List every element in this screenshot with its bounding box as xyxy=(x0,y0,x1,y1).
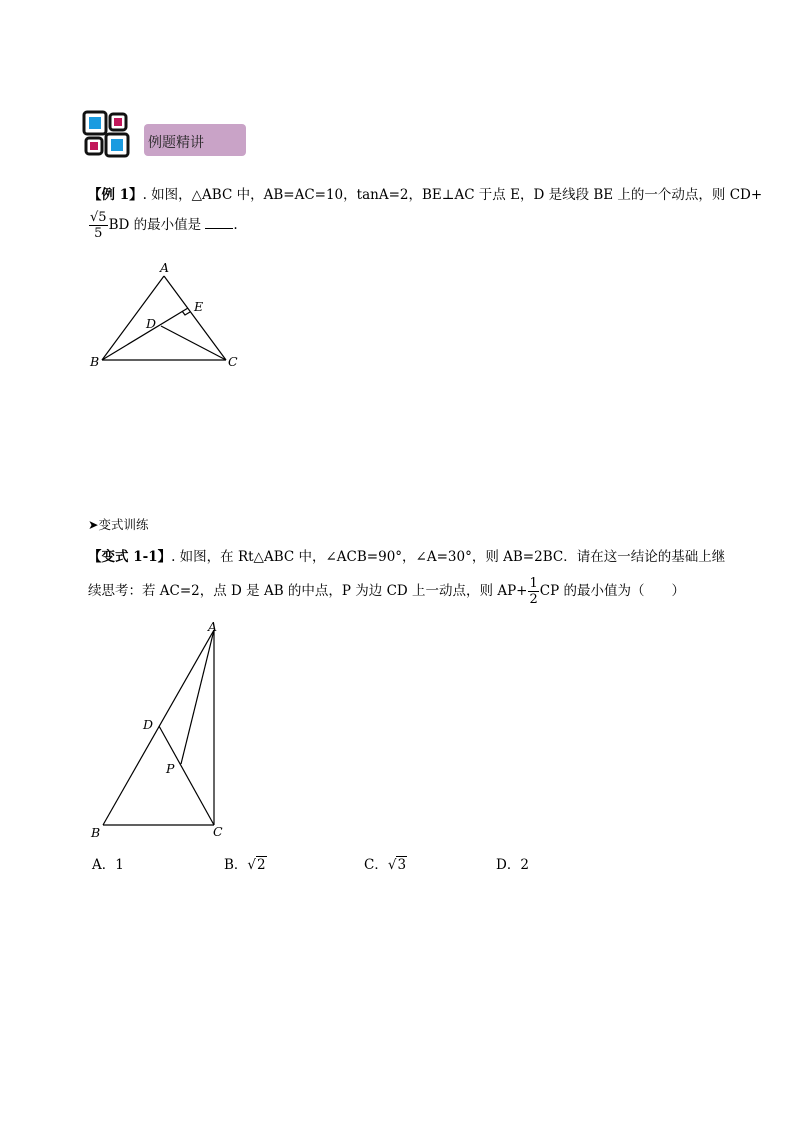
variant1-question-cont: 续思考：若 AC=2，点 D 是 AB 的中点，P 为边 CD 上一动点，则 AP+ xyxy=(88,583,528,599)
fraction-denominator: 5 xyxy=(94,226,103,241)
fig2-label-A: A xyxy=(208,619,218,634)
arrow-bullet-icon: ➤ xyxy=(88,517,99,532)
variant1-line2 xyxy=(88,576,685,607)
choice-a[interactable] xyxy=(92,856,124,874)
variant1-question: . 如图，在 Rt△ABC 中，∠ACB=90°，∠A=30°，则 AB=2BC．请在这一结论的基础上继 xyxy=(171,549,726,565)
choice-value: 2 xyxy=(257,857,266,873)
fig1-label-E: E xyxy=(194,299,204,314)
fraction-numerator: √5 xyxy=(90,210,107,225)
example1-line2 xyxy=(88,210,238,241)
sqrt-symbol: √3 xyxy=(387,857,407,873)
choice-value: 1 xyxy=(115,857,124,873)
fraction-denominator: 2 xyxy=(529,592,538,607)
fig1-label-D: D xyxy=(146,316,157,331)
choice-d[interactable] xyxy=(496,856,529,874)
section-title: 变式训练 xyxy=(98,517,149,532)
example1-question: . 如图，△ABC 中，AB=AC=10，tanA=2，BE⊥AC 于点 E，D 是线段 BE 上的一个动点，则 CD+ xyxy=(142,187,763,203)
sqrt-symbol: √2 xyxy=(247,857,266,873)
choice-b[interactable] xyxy=(224,856,267,874)
answer-blank xyxy=(205,216,233,229)
fig1-label-C: C xyxy=(228,354,238,369)
variant1-fraction xyxy=(528,576,538,607)
example1-figure xyxy=(84,258,254,376)
fig2-label-P: P xyxy=(166,761,175,776)
fig2-label-B: B xyxy=(91,825,101,840)
choice-c[interactable] xyxy=(364,856,407,874)
choice-letter: A． xyxy=(92,857,116,873)
variant1-label: 【变式 1-1】 xyxy=(88,549,172,565)
section-header xyxy=(78,104,250,164)
fig2-label-C: C xyxy=(213,824,223,839)
fig2-label-D: D xyxy=(143,717,154,732)
choice-value: 2 xyxy=(520,857,529,873)
example1-question-cont: BD 的最小值是 xyxy=(108,217,202,233)
fraction-numerator: 1 xyxy=(529,576,538,591)
header-title: 例题精讲 xyxy=(148,135,204,151)
fig1-label-A: A xyxy=(160,260,170,275)
variant-section-heading xyxy=(88,516,149,534)
choice-letter: D． xyxy=(496,857,521,873)
example1-line1 xyxy=(88,186,762,204)
choice-letter: C． xyxy=(364,857,388,873)
variant1-figure xyxy=(84,616,244,842)
choice-letter: B． xyxy=(224,857,248,873)
variant1-question-end: CP 的最小值为（ ） xyxy=(539,583,685,599)
choice-value: 3 xyxy=(397,857,407,873)
variant1-line1 xyxy=(88,548,725,566)
example1-label: 【例 1】 xyxy=(88,187,143,203)
fig1-label-B: B xyxy=(90,354,100,369)
example1-fraction xyxy=(89,210,108,241)
example1-period: . xyxy=(233,217,238,233)
